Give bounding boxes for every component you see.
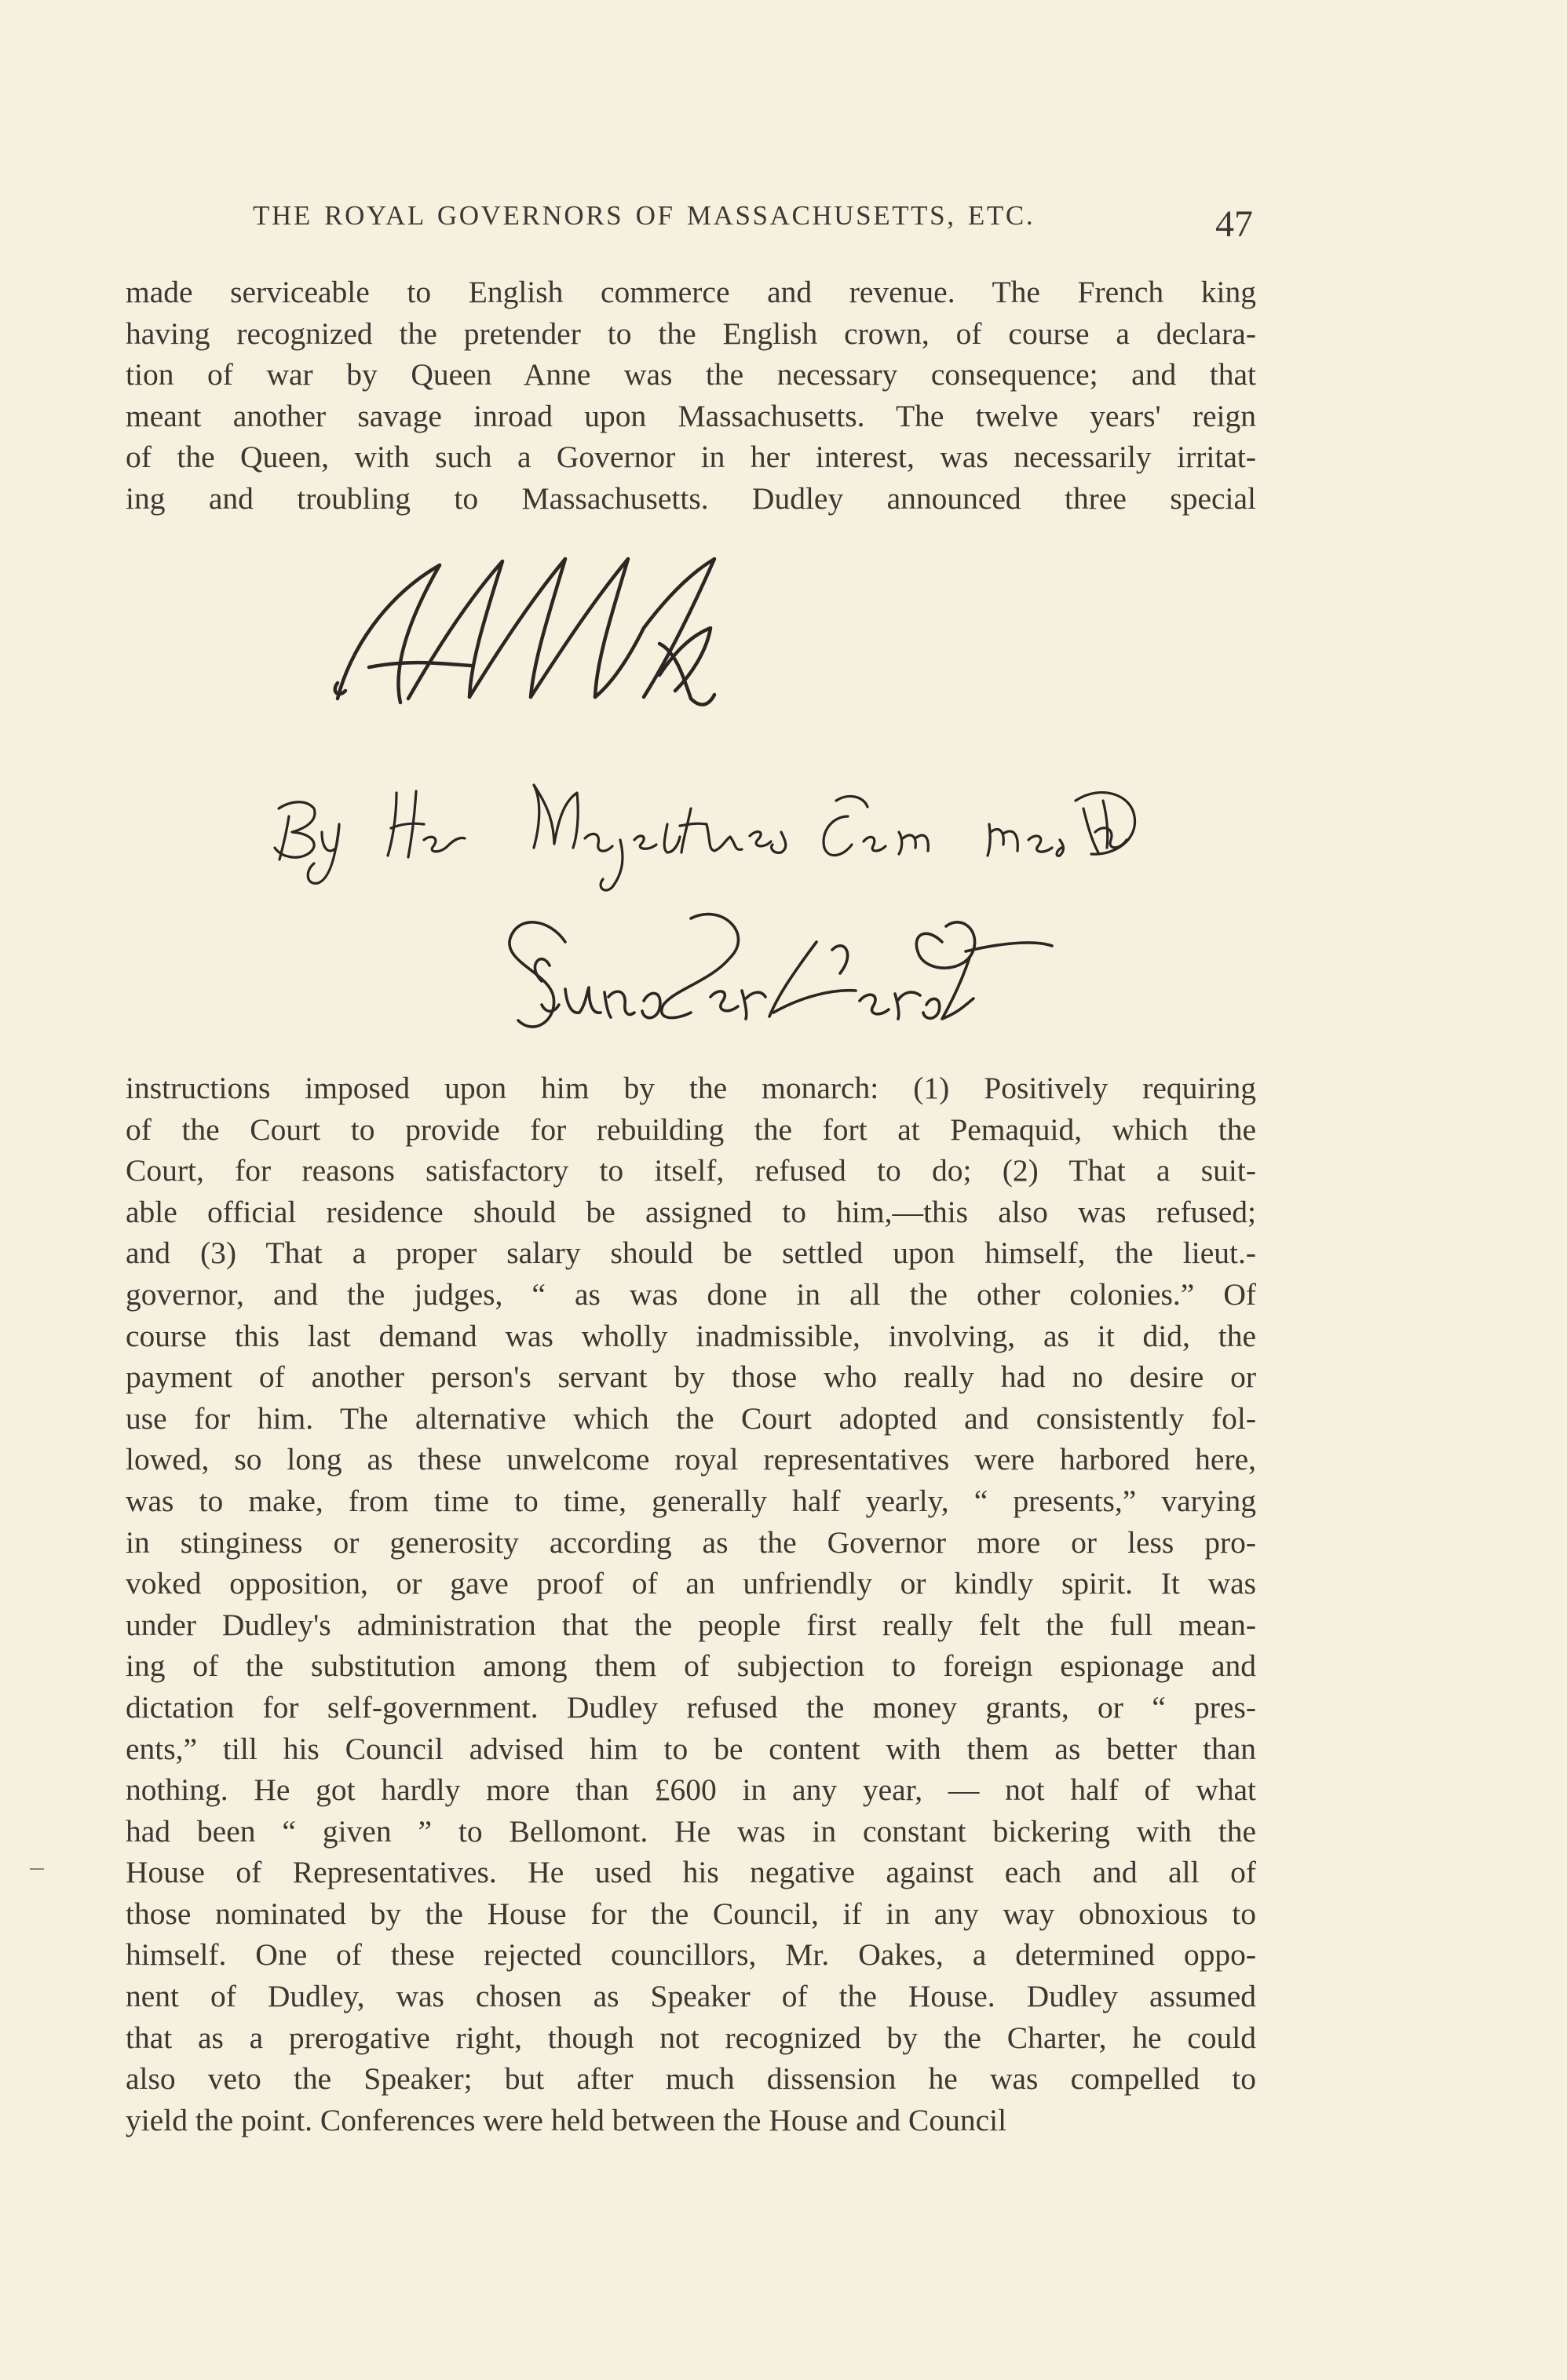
text-line: payment of another person's servant by those who really had no desire or <box>126 1360 1256 1395</box>
margin-mark <box>30 1868 44 1870</box>
text-line: ents,” till his Council advised him to be content with them as better than <box>126 1731 1256 1766</box>
text-line: of the Queen, with such a Governor in her interest, was necessarily irritat- <box>126 440 1256 475</box>
text-line: in stinginess or generosity according as the Governor more or less pro- <box>126 1524 1256 1560</box>
text-line: having recognized the pretender to the English crown, of course a declara- <box>126 316 1256 351</box>
page-number: 47 <box>1215 203 1253 245</box>
text-line: Court, for reasons satisfactory to itself, refused to do; (2) That a suit- <box>126 1153 1256 1188</box>
text-line: yield the point. Conferences were held between the House and Council <box>126 2102 1007 2137</box>
countersign-line <box>275 785 1135 890</box>
text-line: course this last demand was wholly inadmissible, involving, as it did, the <box>126 1318 1256 1353</box>
text-line: dictation for self-government. Dudley refused the money grants, or “ pres- <box>126 1689 1256 1725</box>
text-line: made serviceable to English commerce and revenue. The French king <box>126 275 1256 309</box>
text-line: himself. One of these rejected councillors, Mr. Oakes, a determined oppo- <box>126 1937 1256 1973</box>
running-head: THE ROYAL GOVERNORS OF MASSACHUSETTS, ETC. <box>253 200 1036 231</box>
text-line: also veto the Speaker; but after much dissension he was compelled to <box>126 2061 1256 2097</box>
text-line: and (3) That a proper salary should be settled upon himself, the lieut.- <box>126 1236 1256 1271</box>
text-line: ing and troubling to Massachusetts. Dudley announced three special <box>126 480 1256 516</box>
text-line: meant another savage inroad upon Massachusetts. The twelve years' reign <box>126 398 1256 433</box>
text-line: ing of the substitution among them of subjection to foreign espionage and <box>126 1648 1256 1684</box>
paragraph-top <box>126 272 1256 520</box>
text-line: had been “ given ” to Bellomont. He was in constant bickering with the <box>126 1813 1256 1849</box>
text-line: House of Representatives. He used his negative against each and all of <box>126 1855 1256 1890</box>
text-line: tion of war by Queen Anne was the necessary consequence; and that <box>126 357 1256 392</box>
text-line: able official residence should be assigned to him,—this also was refused; <box>126 1194 1256 1229</box>
text-line: nent of Dudley, was chosen as Speaker of the House. Dudley assumed <box>126 1979 1256 2014</box>
paragraph-bottom <box>126 1068 1256 2141</box>
text-line: use for him. The alternative which the Court adopted and consistently fol- <box>126 1400 1256 1436</box>
text-line: instructions imposed upon him by the monarch: (1) Positively requiring <box>126 1071 1256 1105</box>
text-line: voked opposition, or gave proof of an unfriendly or kindly spirit. It was <box>126 1566 1256 1601</box>
text-line: those nominated by the House for the Council, if in any way obnoxious to <box>126 1896 1256 1931</box>
text-line: under Dudley's administration that the people first really felt the full mean- <box>126 1607 1256 1642</box>
text-line: nothing. He got hardly more than £600 in any year, — not half of what <box>126 1772 1256 1808</box>
text-line: lowed, so long as these unwelcome royal representatives were harbored here, <box>126 1442 1256 1477</box>
text-line: that as a prerogative right, though not recognized by the Charter, he could <box>126 2020 1256 2055</box>
text-line: was to make, from time to time, generally half yearly, “ presents,” varying <box>126 1483 1256 1518</box>
sunderland-signature <box>510 914 1052 1027</box>
text-line: of the Court to provide for rebuilding the fort at Pemaquid, which the <box>126 1112 1256 1147</box>
text-line: governor, and the judges, “ as was done in all the other colonies.” Of <box>126 1276 1256 1312</box>
queen-anne-signature <box>335 559 714 705</box>
